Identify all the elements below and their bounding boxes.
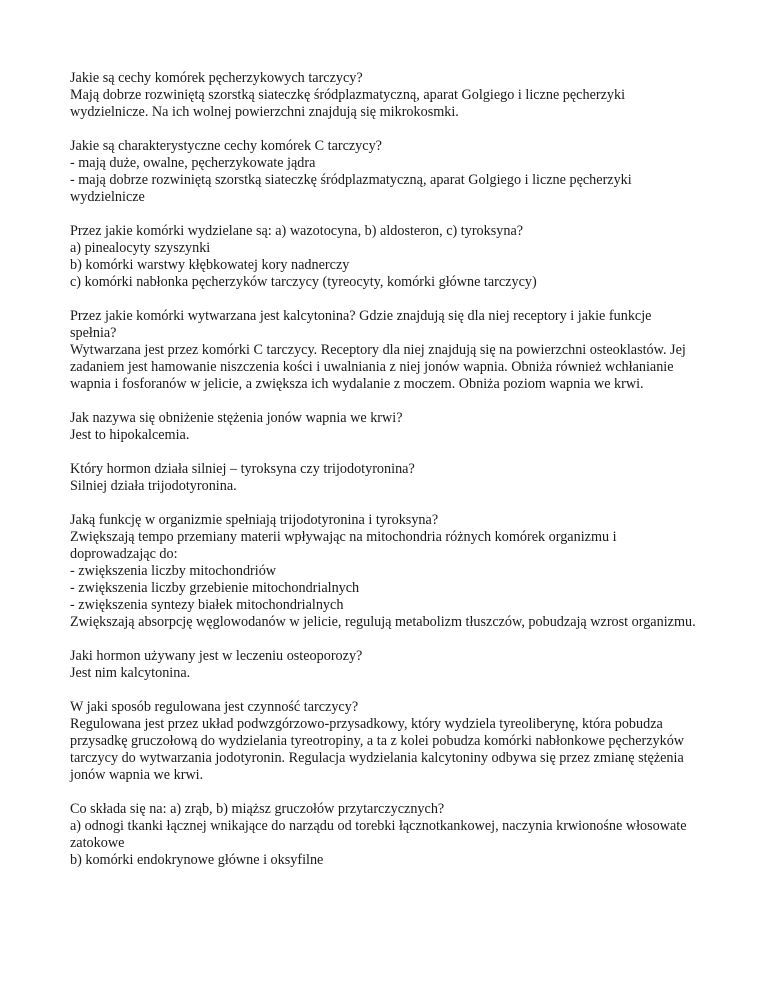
- question-text: Jak nazywa się obniżenie stężenia jonów wapnia we krwi?: [70, 410, 403, 426]
- qa-block: [70, 410, 700, 444]
- answer-text: Silniej działa trijodotyronina.: [70, 478, 237, 494]
- qa-block: [70, 70, 700, 121]
- answer-text: Zwiększają absorpcję węglowodanów w jelicie, regulują metabolizm tłuszczów, pobudzają wzrost organizmu.: [70, 614, 696, 630]
- answer-text: a) pinealocyty szyszynki: [70, 240, 211, 256]
- answer-text: Jest to hipokalcemia.: [70, 427, 190, 443]
- question-text: Co składa się na: a) zrąb, b) miąższ gruczołów przytarczycznych?: [70, 801, 445, 817]
- answer-text: b) komórki warstwy kłębkowatej kory nadnerczy: [70, 257, 350, 273]
- answer-text: c) komórki nabłonka pęcherzyków tarczycy (tyreocyty, komórki główne tarczycy): [70, 274, 537, 290]
- answer-text: Zwiększają tempo przemiany materii wpływając na mitochondria różnych komórek organizmu i doprowadzając do:: [70, 529, 617, 562]
- question-text: Jaką funkcję w organizmie spełniają trijodotyronina i tyroksyna?: [70, 512, 439, 528]
- question-text: Jakie są cechy komórek pęcherzykowych tarczycy?: [70, 70, 363, 86]
- question-text: W jaki sposób regulowana jest czynność tarczycy?: [70, 699, 359, 715]
- qa-block: [70, 308, 700, 393]
- question-text: Jakie są charakterystyczne cechy komórek C tarczycy?: [70, 138, 382, 154]
- question-text: Jaki hormon używany jest w leczeniu osteoporozy?: [70, 648, 363, 664]
- qa-block: [70, 801, 700, 869]
- answer-text: - zwiększenia syntezy białek mitochondrialnych: [70, 597, 344, 613]
- qa-block: [70, 138, 700, 206]
- qa-block: [70, 512, 700, 631]
- qa-block: [70, 648, 700, 682]
- document-page: [70, 70, 700, 886]
- question-text: Przez jakie komórki wytwarzana jest kalcytonina? Gdzie znajdują się dla niej receptory i jakie funkcje spełnia?: [70, 308, 652, 341]
- answer-text: a) odnogi tkanki łącznej wnikające do narządu od torebki łącznotkankowej, naczynia krwionośne włosowate zatokowe: [70, 818, 687, 851]
- qa-block: [70, 699, 700, 784]
- answer-text: Wytwarzana jest przez komórki C tarczycy. Receptory dla niej znajdują się na powierzchni osteoklastów. Jej zadaniem jest hamowanie niszczenia kości i uwalniania z niej jonów wapnia. Obniża również wchłanianie wapnia i fosforanów w jelicie, a zwiększa ich wydalanie z moczem. Obniża poziom wapnia we krwi.: [70, 342, 686, 392]
- answer-text: - zwiększenia liczby mitochondriów: [70, 563, 277, 579]
- qa-block: [70, 461, 700, 495]
- question-text: Który hormon działa silniej – tyroksyna czy trijodotyronina?: [70, 461, 415, 477]
- question-text: Przez jakie komórki wydzielane są: a) wazotocyna, b) aldosteron, c) tyroksyna?: [70, 223, 524, 239]
- answer-text: - zwiększenia liczby grzebienie mitochondrialnych: [70, 580, 360, 596]
- answer-text: b) komórki endokrynowe główne i oksyfilne: [70, 852, 324, 868]
- answer-text: Mają dobrze rozwiniętą szorstką siateczkę śródplazmatyczną, aparat Golgiego i liczne pęcherzyki wydzielnicze. Na ich wolnej powierzchni znajdują się mikrokosmki.: [70, 87, 626, 120]
- answer-text: Jest nim kalcytonina.: [70, 665, 191, 681]
- answer-text: Regulowana jest przez układ podwzgórzowo-przysadkowy, który wydziela tyreoliberynę, która pobudza przysadkę gruczołową do wydzielania tyreotropiny, a ta z kolei pobudza komórki nabłonkowe pęcherzyków tarczycy do wytwarzania jodotyronin. Regulacja wydzielania kalcytoniny odbywa się przez zmianę stężenia jonów wapnia we krwi.: [70, 716, 685, 783]
- qa-block: [70, 223, 700, 291]
- answer-text: - mają duże, owalne, pęcherzykowate jądra: [70, 155, 316, 171]
- answer-text: - mają dobrze rozwiniętą szorstką siateczkę śródplazmatyczną, aparat Golgiego i liczne pęcherzyki wydzielnicze: [70, 172, 632, 205]
